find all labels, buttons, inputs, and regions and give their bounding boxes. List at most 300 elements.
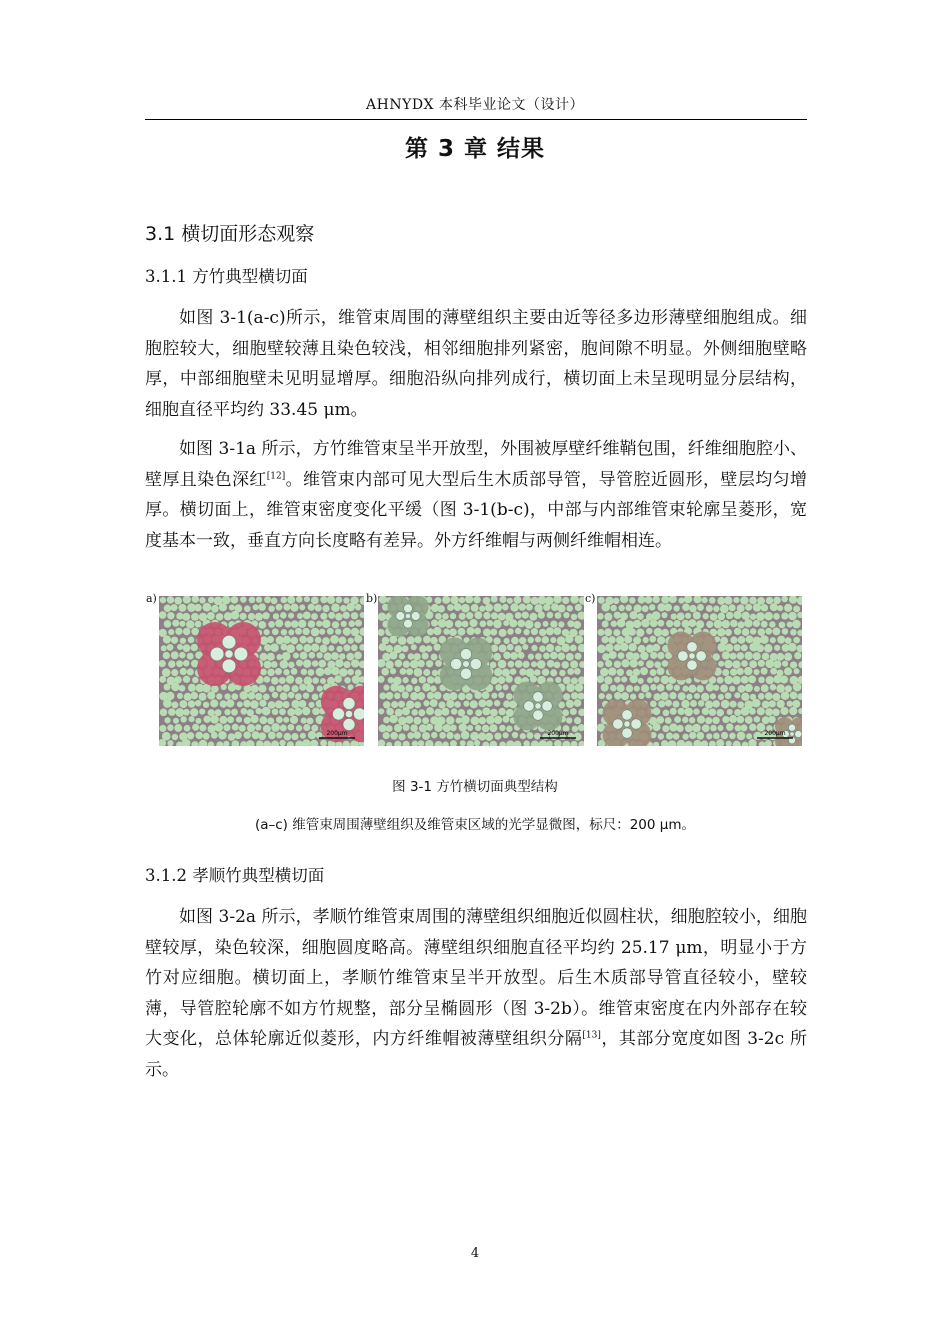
parenchyma-cell [696,685,703,692]
parenchyma-cell [480,620,487,627]
parenchyma-cell [494,668,502,676]
parenchyma-cell [475,709,482,716]
parenchyma-cell [283,684,291,692]
parenchyma-cell [531,597,539,605]
parenchyma-cell [685,724,693,732]
parenchyma-cell [191,644,198,651]
parenchyma-cell [302,707,310,715]
parenchyma-cell [769,621,775,627]
parenchyma-cell [414,701,421,708]
parenchyma-cell [486,700,493,707]
parenchyma-cell [641,619,650,628]
parenchyma-cell [662,660,669,667]
parenchyma-cell [495,684,502,691]
parenchyma-cell [534,733,541,740]
parenchyma-cell [740,596,748,604]
parenchyma-cell [710,693,716,699]
parenchyma-cell [255,724,261,730]
parenchyma-cell [752,699,761,708]
parenchyma-cell [657,684,665,692]
parenchyma-cell [300,652,308,660]
parenchyma-cell [539,629,546,636]
parenchyma-cell [236,716,242,722]
parenchyma-cell [162,668,171,677]
parenchyma-cell [650,684,657,691]
parenchyma-cell [748,675,756,683]
parenchyma-cell [191,628,199,636]
parenchyma-cell [316,621,322,627]
parenchyma-cell [438,605,445,612]
parenchyma-cell [559,670,565,676]
parenchyma-cell [474,628,481,635]
parenchyma-cell [211,605,219,613]
parenchyma-cell [264,676,271,683]
parenchyma-cell [202,603,211,612]
parenchyma-cell [262,707,271,716]
parenchyma-cell [355,669,362,676]
parenchyma-cell [473,596,480,603]
parenchyma-cell [546,627,554,635]
parenchyma-cell [732,660,740,668]
parenchyma-cell [426,645,433,652]
parenchyma-cell [457,628,465,636]
parenchyma-cell [179,621,185,627]
parenchyma-cell [430,637,437,644]
parenchyma-cell [174,597,182,605]
parenchyma-cell [279,677,286,684]
parenchyma-cell [295,693,302,700]
parenchyma-cell [706,605,713,612]
parenchyma-cell [730,620,738,628]
parenchyma-cell [654,628,663,637]
parenchyma-cell [618,652,625,659]
parenchyma-cell [308,702,314,708]
parenchyma-cell [248,613,255,620]
parenchyma-cell [459,723,467,731]
parenchyma-cell [542,636,549,643]
parenchyma-cell [406,668,413,675]
parenchyma-cell [523,661,530,668]
parenchyma-cell [714,620,723,629]
parenchyma-cell [351,612,358,619]
parenchyma-cell [621,692,629,700]
parenchyma-cell [652,611,661,620]
parenchyma-cell [402,677,408,683]
parenchyma-cell [427,628,434,635]
parenchyma-cell [610,605,617,612]
parenchyma-cell [291,685,298,692]
parenchyma-cell [446,732,453,739]
parenchyma-cell [311,628,320,637]
parenchyma-cell [551,603,559,611]
xylem-vessel [622,710,632,720]
parenchyma-cell [258,621,266,629]
parenchyma-cell [633,636,641,644]
parenchyma-cell [405,684,412,691]
parenchyma-cell [283,717,289,723]
parenchyma-cell [508,661,515,668]
parenchyma-cell [447,604,454,611]
parenchyma-cell [177,644,183,650]
parenchyma-cell [458,709,465,716]
parenchyma-cell [574,699,582,707]
parenchyma-cell [514,596,522,604]
parenchyma-cell [572,726,578,732]
parenchyma-cell [543,604,550,611]
parenchyma-cell [657,636,665,644]
parenchyma-cell [762,701,770,709]
parenchyma-cell [566,717,572,723]
figure-panel-a [146,592,362,752]
parenchyma-cell [160,709,168,717]
parenchyma-cell [346,603,354,611]
parenchyma-cell [498,676,506,684]
parenchyma-cell [296,660,303,667]
figure-panel-c [585,592,805,752]
parenchyma-cell [507,628,514,635]
parenchyma-cell [554,661,561,668]
parenchyma-cell [250,700,259,709]
parenchyma-cell [470,732,479,741]
parenchyma-cell [722,651,730,659]
parenchyma-cell [758,660,765,667]
parenchyma-cell [558,604,566,612]
parenchyma-cell [650,652,657,659]
parenchyma-cell [411,709,417,715]
parenchyma-cell [163,635,171,643]
parenchyma-cell [411,644,417,650]
parenchyma-cell [279,740,285,746]
parenchyma-cell [566,653,574,661]
parenchyma-cell [195,621,202,628]
parenchyma-cell [281,629,287,635]
parenchyma-cell [732,676,741,685]
parenchyma-cell [502,604,509,611]
parenchyma-cell [738,636,746,644]
parenchyma-cell [782,628,788,634]
parenchyma-cell [614,612,621,619]
parenchyma-cell [328,612,335,619]
xylem-vessel [451,658,462,669]
parenchyma-cell [730,653,737,660]
parenchyma-cell [629,659,637,667]
parenchyma-cell [507,598,513,604]
parenchyma-cell [645,596,653,604]
parenchyma-cell [160,597,166,603]
parenchyma-cell [389,636,397,644]
parenchyma-cell [563,693,570,700]
parenchyma-cell [430,686,436,692]
parenchyma-cell [474,740,480,746]
paragraph-2-text-b: 。维管束内部可见大型后生木质部导管，导管腔近圆形，壁层均匀增厚。横切面上，维管束密度变化平缓（图 3-1(b-c)，中部与内部维管束轮廓呈菱形，宽度基本一致，垂直方向长度略有差异。外方纤维帽与两侧纤维帽相连。 [145,469,808,551]
parenchyma-cell [491,693,497,699]
parenchyma-cell [575,683,584,692]
parenchyma-cell [790,629,797,636]
parenchyma-cell [308,620,315,627]
parenchyma-cell [510,668,517,675]
parenchyma-cell [340,605,347,612]
parenchyma-cell [517,620,525,628]
parenchyma-cell [777,605,783,611]
parenchyma-cell [741,693,749,701]
parenchyma-cell [295,677,303,685]
parenchyma-cell [418,709,425,716]
parenchyma-cell [528,654,534,660]
parenchyma-cell [280,660,289,669]
parenchyma-cell [187,732,194,739]
parenchyma-cell [413,731,421,739]
parenchyma-cell [638,693,644,699]
parenchyma-cell [303,692,309,698]
parenchyma-cell [663,710,670,717]
parenchyma-cell [490,709,498,717]
parenchyma-cell [534,621,541,628]
parenchyma-cell [431,654,438,661]
parenchyma-cell [670,708,677,715]
parenchyma-cell [741,660,748,667]
parenchyma-cell [304,676,312,684]
parenchyma-cell [664,603,672,611]
parenchyma-cell [324,667,332,675]
parenchyma-cell [545,597,553,605]
parenchyma-cell [435,660,442,667]
parenchyma-cell [348,638,354,644]
parenchyma-cell [467,709,473,715]
parenchyma-cell [173,718,179,724]
xylem-vessel [404,604,413,613]
parenchyma-cell [276,604,283,611]
parenchyma-cell [461,604,470,613]
parenchyma-cell [431,619,438,626]
parenchyma-cell [490,629,497,636]
parenchyma-cell [543,621,549,627]
parenchyma-cell [322,619,331,628]
parenchyma-cell [334,675,342,683]
parenchyma-cell [617,684,625,692]
parenchyma-cell [733,597,739,603]
parenchyma-cell [793,683,802,692]
parenchyma-cell [530,675,537,682]
parenchyma-cell [642,605,649,612]
parenchyma-cell [408,653,415,660]
parenchyma-cell [772,693,780,701]
parenchyma-cell [203,716,210,723]
parenchyma-cell [597,613,604,620]
parenchyma-cell [722,669,729,676]
running-header: AHNYDX 本科毕业论文（设计） [366,97,584,113]
parenchyma-cell [503,732,509,738]
parenchyma-cell [550,620,557,627]
parenchyma-cell [506,693,513,700]
parenchyma-cell [784,667,792,675]
parenchyma-cell [770,668,777,675]
parenchyma-cell [271,723,280,732]
parenchyma-cell [638,596,646,604]
parenchyma-cell [322,637,330,645]
parenchyma-cell [686,694,692,700]
parenchyma-cell [657,620,664,627]
parenchyma-cell [515,660,523,668]
parenchyma-cell [678,708,685,715]
parenchyma-cell [629,611,637,619]
parenchyma-cell [308,731,316,739]
parenchyma-cell [729,686,735,692]
parenchyma-cell [630,693,636,699]
parenchyma-cell [682,733,688,739]
parenchyma-cell [666,683,673,690]
parenchyma-cell [502,716,509,723]
xylem-vessel [210,647,224,661]
parenchyma-cell [175,628,182,635]
parenchyma-cell [794,668,800,674]
parenchyma-cell [601,603,610,612]
parenchyma-cell [182,613,190,621]
parenchyma-cell [640,667,648,675]
parenchyma-cell [761,604,768,611]
parenchyma-cell [646,660,654,668]
parenchyma-cell [485,733,493,741]
parenchyma-cell [438,701,445,708]
xylem-vessel [795,730,802,737]
parenchyma-cell [479,606,485,612]
parenchyma-cell [692,724,701,733]
parenchyma-cell [264,629,270,635]
parenchyma-cell [561,644,570,653]
parenchyma-cell [318,660,326,668]
parenchyma-cell [459,613,466,620]
parenchyma-cell [414,686,420,692]
parenchyma-cell [351,644,358,651]
parenchyma-cell [446,716,455,725]
parenchyma-cell [297,613,303,619]
parenchyma-cell [462,621,469,628]
parenchyma-cell [174,724,182,732]
xylem-vessel [343,719,355,731]
xylem-vessel [678,651,688,661]
parenchyma-cell [258,685,266,693]
parenchyma-cell [547,660,555,668]
parenchyma-cell [426,707,434,715]
parenchyma-cell [171,701,178,708]
parenchyma-cell [308,604,315,611]
parenchyma-cell [546,644,554,652]
parenchyma-cell [690,700,697,707]
parenchyma-cell [258,732,266,740]
parenchyma-cell [643,637,649,643]
parenchyma-cell [379,643,387,651]
parenchyma-cell [184,693,192,701]
parenchyma-cell [352,675,361,684]
parenchyma-cell [390,668,396,674]
parenchyma-cell [283,636,291,644]
parenchyma-cell [682,686,688,692]
parenchyma-cell [727,709,733,715]
parenchyma-cell [414,636,421,643]
parenchyma-cell [539,645,546,652]
parenchyma-cell [298,620,306,628]
parenchyma-cell [781,612,788,619]
parenchyma-cell [705,701,713,709]
parenchyma-cell [717,677,724,684]
parenchyma-cell [330,635,339,644]
parenchyma-cell [764,644,773,653]
parenchyma-cell [518,652,525,659]
parenchyma-cell [336,646,342,652]
parenchyma-cell [764,612,773,621]
parenchyma-cell [402,707,410,715]
panel-letter-c: c) [585,592,596,605]
parenchyma-cell [575,635,583,643]
parenchyma-cell [348,620,355,627]
parenchyma-cell [784,604,792,612]
parenchyma-cell [566,683,575,692]
parenchyma-cell [682,717,688,723]
parenchyma-cell [407,636,415,644]
parenchyma-cell [710,613,718,621]
parenchyma-cell [259,716,267,724]
parenchyma-cell [243,700,251,708]
parenchyma-cell [725,692,732,699]
parenchyma-cell [383,684,389,690]
parenchyma-cell [296,596,303,603]
parenchyma-cell [164,717,170,723]
parenchyma-cell [746,635,754,643]
parenchyma-cell [231,693,238,700]
parenchyma-cell [561,661,568,668]
parenchyma-cell [433,627,441,635]
parenchyma-cell [460,740,466,746]
parenchyma-cell [194,604,202,612]
parenchyma-cell [753,732,761,740]
parenchyma-cell [570,660,578,668]
parenchyma-cell [621,676,627,682]
parenchyma-cell [219,603,227,611]
parenchyma-cell [769,700,776,707]
parenchyma-cell [745,684,753,692]
parenchyma-cell [454,701,461,708]
xylem-vessel [333,708,345,720]
parenchyma-cell [240,596,246,602]
parenchyma-cell [792,620,801,629]
parenchyma-cell [694,693,700,699]
parenchyma-cell [645,692,651,698]
parenchyma-cell [522,644,528,650]
parenchyma-cell [224,709,230,715]
parenchyma-cell [280,597,287,604]
parenchyma-cell [343,644,350,651]
parenchyma-cell [757,707,765,715]
parenchyma-cell [522,611,529,618]
parenchyma-cell [283,604,290,611]
parenchyma-cell [250,715,258,723]
parenchyma-cell [637,613,644,620]
parenchyma-cell [602,620,609,627]
parenchyma-cell [450,613,456,619]
parenchyma-cell [486,716,495,725]
parenchyma-cell [171,669,178,676]
parenchyma-cell [174,676,182,684]
parenchyma-cell [766,676,774,684]
xylem-vessel [622,728,632,738]
parenchyma-cell [693,611,701,619]
parenchyma-cell [180,668,187,675]
parenchyma-cell [341,621,347,627]
parenchyma-cell [649,604,655,610]
parenchyma-cell [306,684,314,692]
parenchyma-cell [231,611,240,620]
xylem-vessel [463,661,470,668]
parenchyma-cell [760,635,769,644]
